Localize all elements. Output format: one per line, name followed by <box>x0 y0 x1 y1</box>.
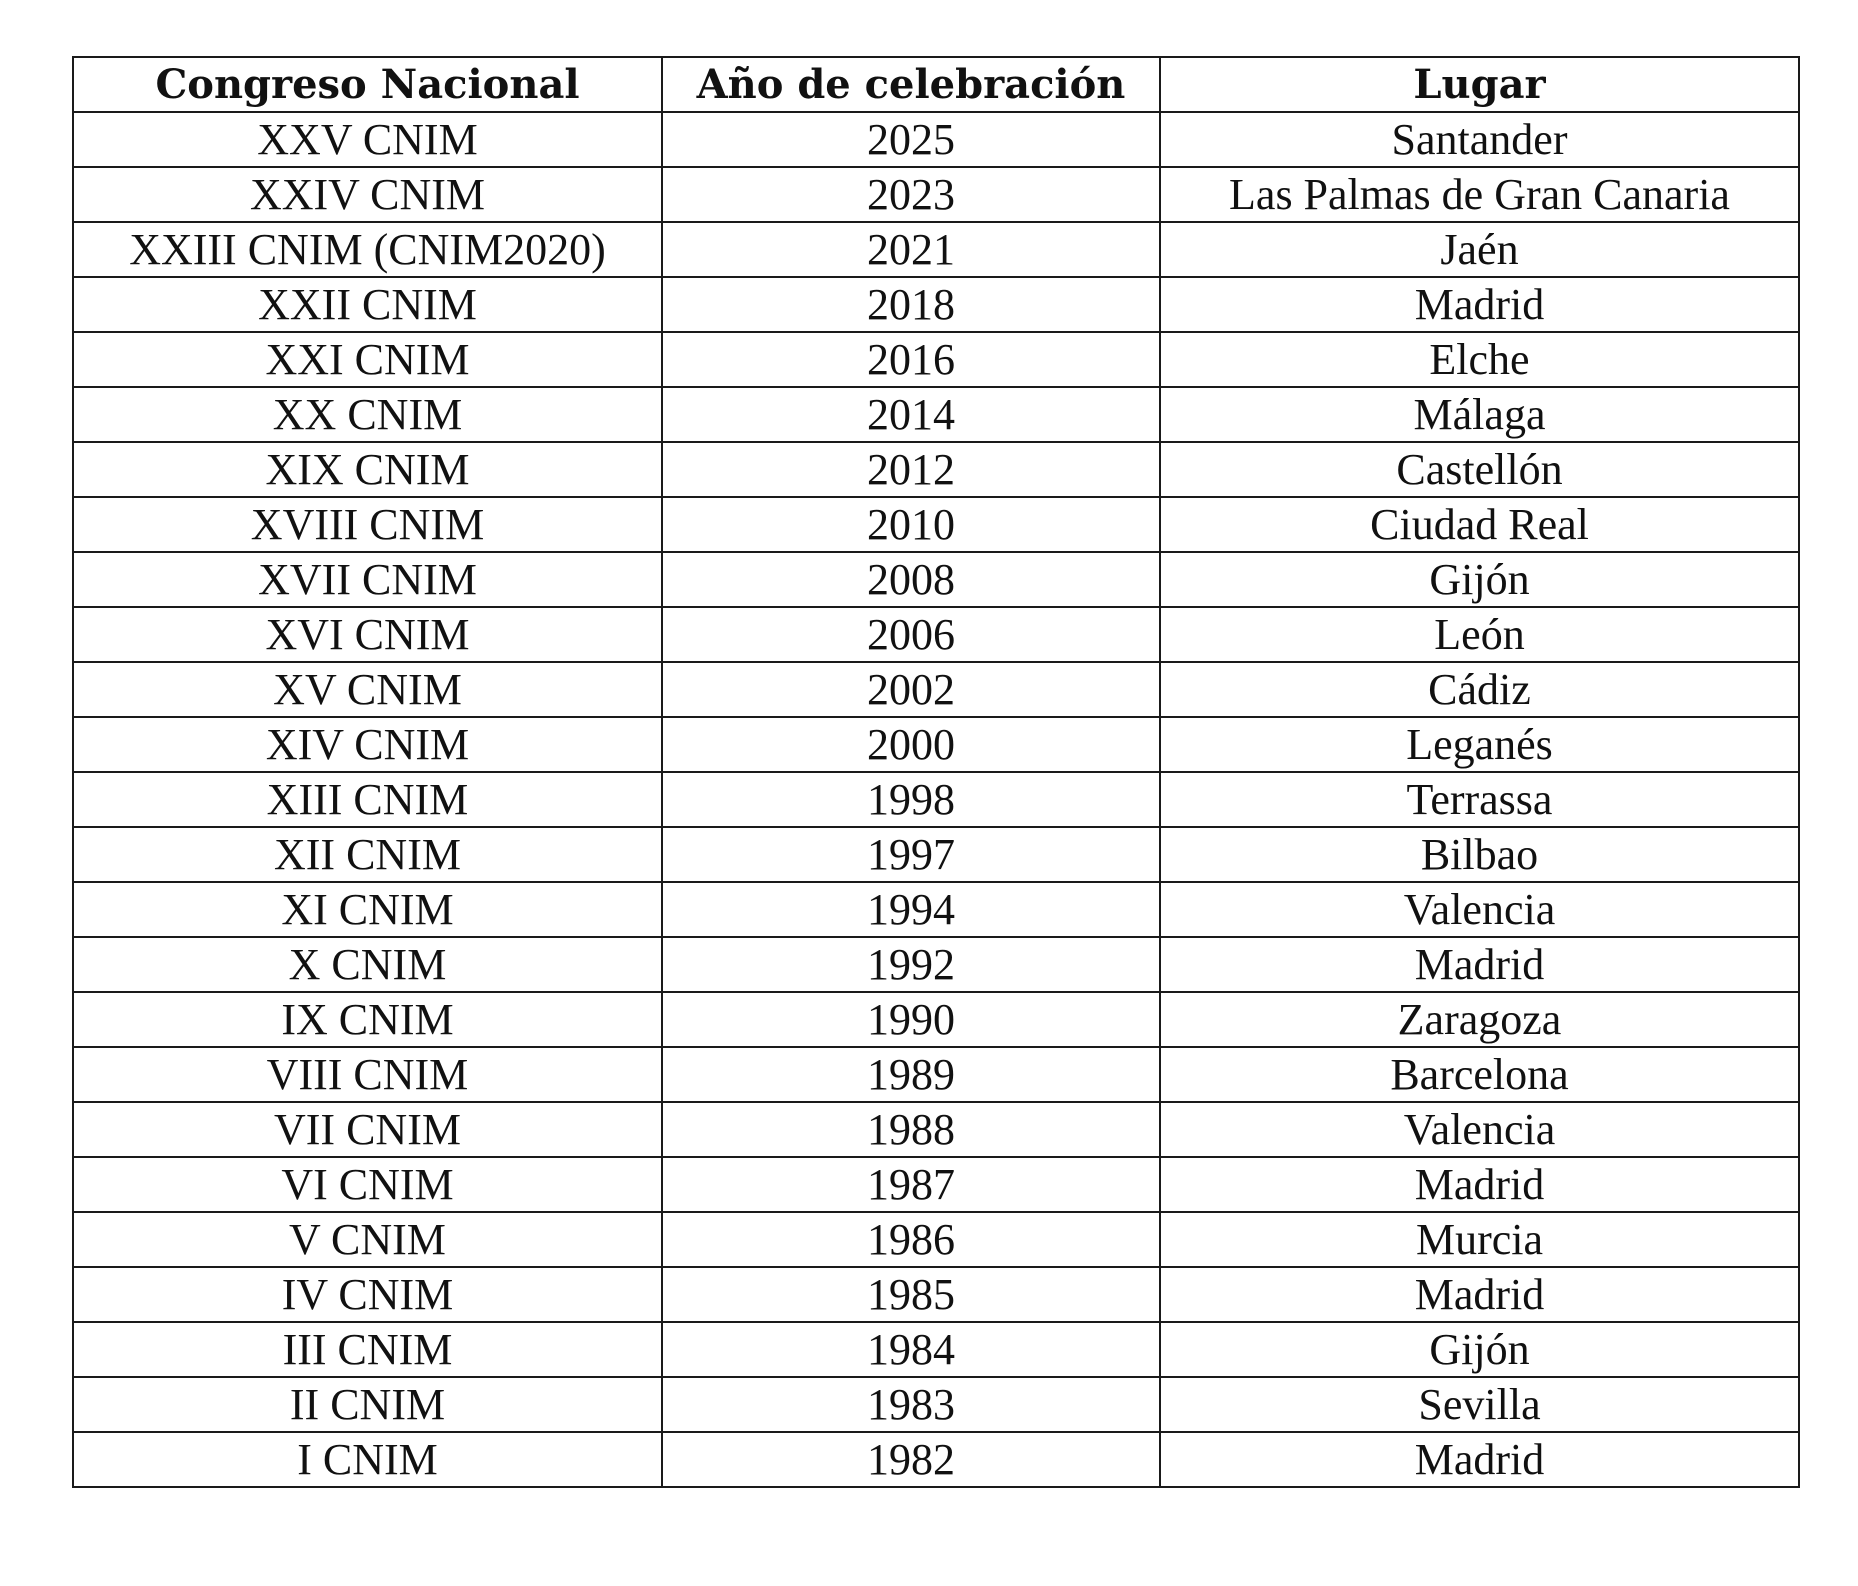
table-row <box>73 1047 1799 1102</box>
header-lugar: Lugar <box>1160 57 1799 112</box>
congress-name-cell: XXIII CNIM (CNIM2020) <box>73 222 662 277</box>
congress-name-cell: I CNIM <box>73 1432 662 1487</box>
congress-name-cell: XX CNIM <box>73 387 662 442</box>
location-cell: Bilbao <box>1160 827 1799 882</box>
location-cell: Castellón <box>1160 442 1799 497</box>
table-row <box>73 772 1799 827</box>
table-body <box>73 112 1799 1487</box>
year-cell: 1989 <box>662 1047 1160 1102</box>
year-cell: 1997 <box>662 827 1160 882</box>
table-row <box>73 1212 1799 1267</box>
table-row <box>73 112 1799 167</box>
location-cell: Barcelona <box>1160 1047 1799 1102</box>
header-congreso: Congreso Nacional <box>73 57 662 112</box>
congress-name-cell: VI CNIM <box>73 1157 662 1212</box>
year-cell: 1992 <box>662 937 1160 992</box>
congress-name-cell: VIII CNIM <box>73 1047 662 1102</box>
location-cell: Jaén <box>1160 222 1799 277</box>
congress-name-cell: XIX CNIM <box>73 442 662 497</box>
congress-name-cell: VII CNIM <box>73 1102 662 1157</box>
congress-name-cell: XVI CNIM <box>73 607 662 662</box>
location-cell: Sevilla <box>1160 1377 1799 1432</box>
table-row <box>73 1267 1799 1322</box>
congress-name-cell: XV CNIM <box>73 662 662 717</box>
table-header-row <box>73 57 1799 112</box>
table-row <box>73 717 1799 772</box>
congress-name-cell: XXIV CNIM <box>73 167 662 222</box>
year-cell: 1983 <box>662 1377 1160 1432</box>
table-row <box>73 1432 1799 1487</box>
year-cell: 2010 <box>662 497 1160 552</box>
year-cell: 1984 <box>662 1322 1160 1377</box>
header-anio: Año de celebración <box>662 57 1160 112</box>
location-cell: Las Palmas de Gran Canaria <box>1160 167 1799 222</box>
location-cell: Gijón <box>1160 552 1799 607</box>
congress-name-cell: IX CNIM <box>73 992 662 1047</box>
table-row <box>73 827 1799 882</box>
year-cell: 1994 <box>662 882 1160 937</box>
location-cell: Valencia <box>1160 882 1799 937</box>
location-cell: Murcia <box>1160 1212 1799 1267</box>
table-row <box>73 607 1799 662</box>
table-row <box>73 1157 1799 1212</box>
congress-name-cell: XIV CNIM <box>73 717 662 772</box>
congress-name-cell: XXI CNIM <box>73 332 662 387</box>
location-cell: Madrid <box>1160 1267 1799 1322</box>
location-cell: Málaga <box>1160 387 1799 442</box>
year-cell: 2023 <box>662 167 1160 222</box>
table-row <box>73 497 1799 552</box>
congress-table-container <box>72 56 1798 1488</box>
congress-name-cell: XVIII CNIM <box>73 497 662 552</box>
year-cell: 2000 <box>662 717 1160 772</box>
location-cell: Cádiz <box>1160 662 1799 717</box>
congress-name-cell: II CNIM <box>73 1377 662 1432</box>
year-cell: 1988 <box>662 1102 1160 1157</box>
year-cell: 2012 <box>662 442 1160 497</box>
congress-name-cell: XVII CNIM <box>73 552 662 607</box>
year-cell: 2016 <box>662 332 1160 387</box>
location-cell: León <box>1160 607 1799 662</box>
congress-name-cell: X CNIM <box>73 937 662 992</box>
location-cell: Santander <box>1160 112 1799 167</box>
location-cell: Madrid <box>1160 1157 1799 1212</box>
table-row <box>73 442 1799 497</box>
table-row <box>73 552 1799 607</box>
congress-name-cell: IV CNIM <box>73 1267 662 1322</box>
location-cell: Madrid <box>1160 1432 1799 1487</box>
location-cell: Terrassa <box>1160 772 1799 827</box>
table-row <box>73 882 1799 937</box>
year-cell: 2014 <box>662 387 1160 442</box>
table-row <box>73 277 1799 332</box>
year-cell: 2008 <box>662 552 1160 607</box>
congress-name-cell: V CNIM <box>73 1212 662 1267</box>
table-row <box>73 332 1799 387</box>
location-cell: Valencia <box>1160 1102 1799 1157</box>
congress-name-cell: III CNIM <box>73 1322 662 1377</box>
table-row <box>73 937 1799 992</box>
congress-name-cell: XXII CNIM <box>73 277 662 332</box>
congress-name-cell: XIII CNIM <box>73 772 662 827</box>
table-row <box>73 1102 1799 1157</box>
location-cell: Zaragoza <box>1160 992 1799 1047</box>
year-cell: 1987 <box>662 1157 1160 1212</box>
year-cell: 1986 <box>662 1212 1160 1267</box>
year-cell: 1998 <box>662 772 1160 827</box>
location-cell: Elche <box>1160 332 1799 387</box>
congress-table <box>72 56 1800 1488</box>
year-cell: 2025 <box>662 112 1160 167</box>
year-cell: 2006 <box>662 607 1160 662</box>
congress-name-cell: XXV CNIM <box>73 112 662 167</box>
location-cell: Ciudad Real <box>1160 497 1799 552</box>
table-row <box>73 387 1799 442</box>
location-cell: Gijón <box>1160 1322 1799 1377</box>
table-row <box>73 1322 1799 1377</box>
table-row <box>73 222 1799 277</box>
year-cell: 2021 <box>662 222 1160 277</box>
year-cell: 2002 <box>662 662 1160 717</box>
year-cell: 2018 <box>662 277 1160 332</box>
table-row <box>73 662 1799 717</box>
location-cell: Madrid <box>1160 277 1799 332</box>
location-cell: Leganés <box>1160 717 1799 772</box>
table-row <box>73 167 1799 222</box>
year-cell: 1990 <box>662 992 1160 1047</box>
table-row <box>73 1377 1799 1432</box>
year-cell: 1985 <box>662 1267 1160 1322</box>
location-cell: Madrid <box>1160 937 1799 992</box>
congress-name-cell: XI CNIM <box>73 882 662 937</box>
congress-name-cell: XII CNIM <box>73 827 662 882</box>
year-cell: 1982 <box>662 1432 1160 1487</box>
table-row <box>73 992 1799 1047</box>
